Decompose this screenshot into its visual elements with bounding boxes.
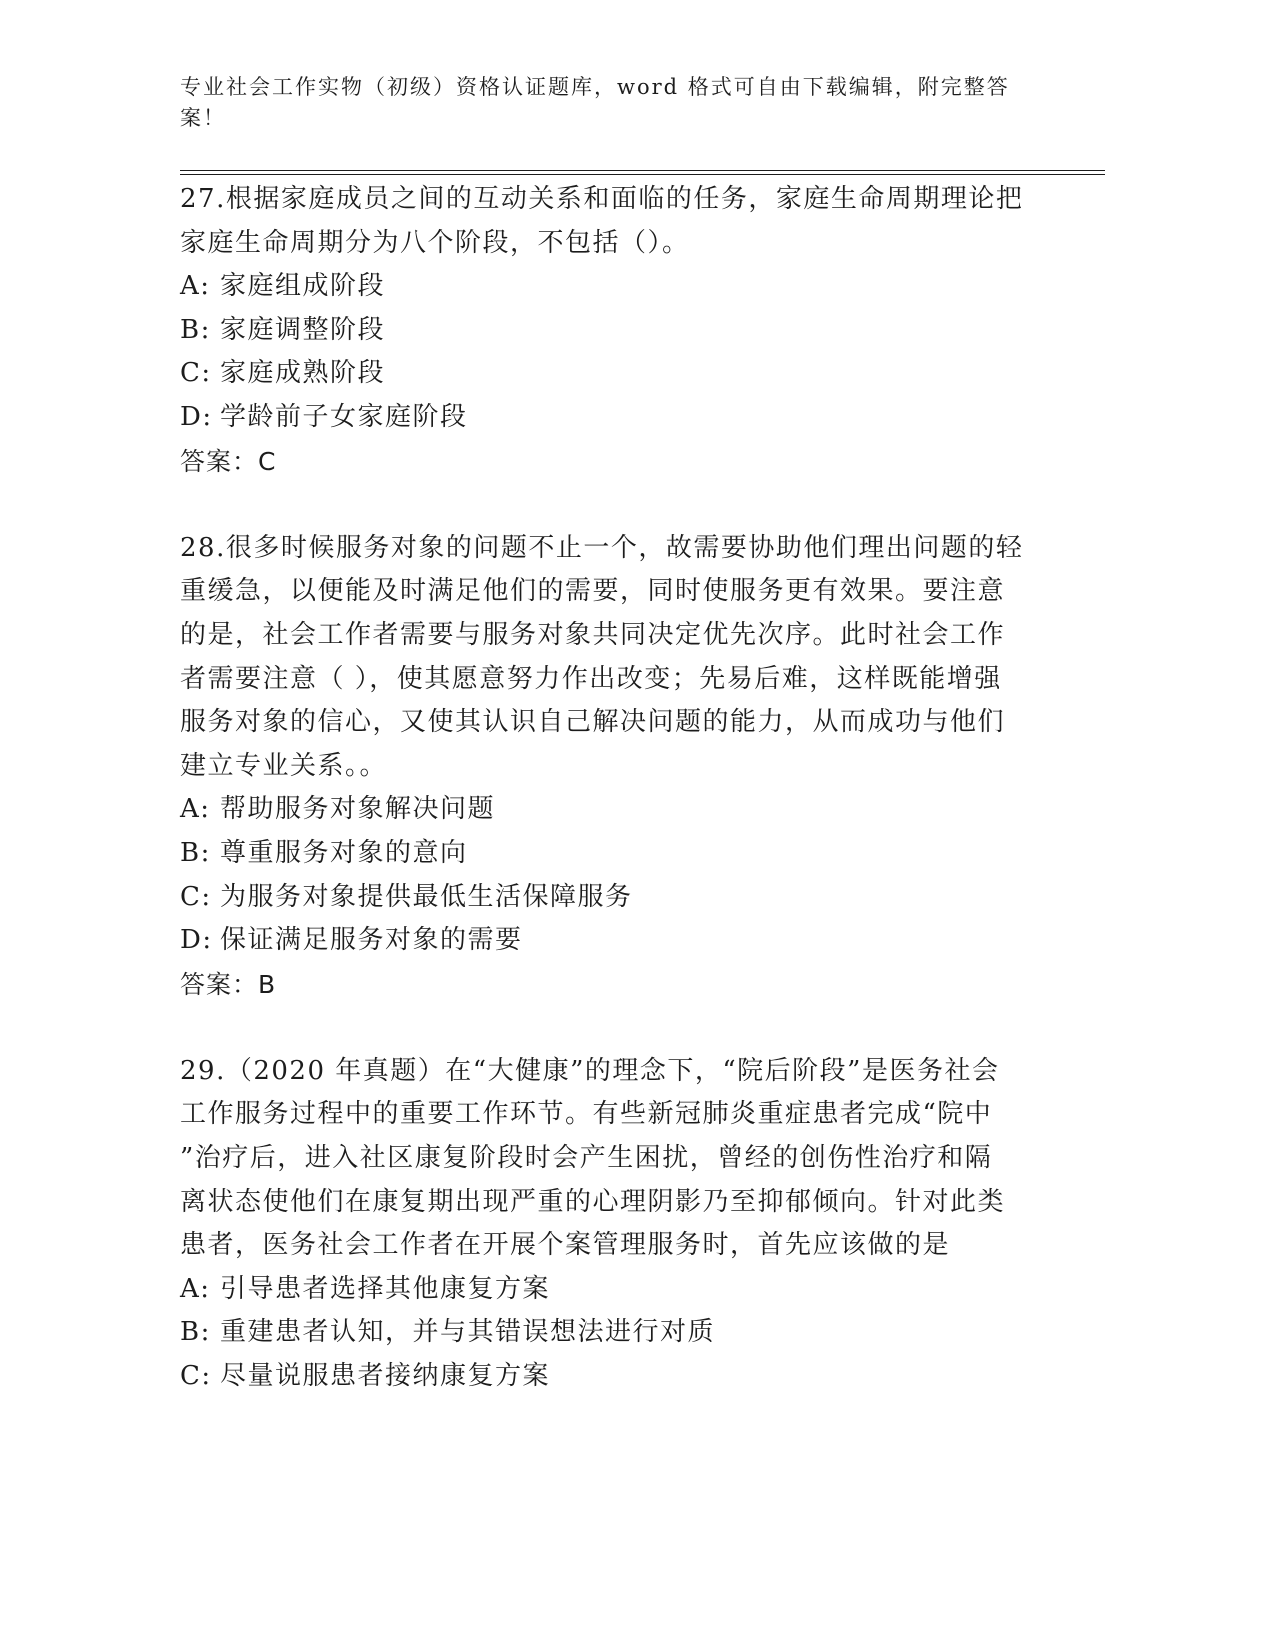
question-29 xyxy=(180,1050,1120,1399)
option-text: 家庭成熟阶段 xyxy=(220,358,386,389)
answer-label: 答案： xyxy=(180,446,259,476)
question-stem-line: 者需要注意（ ），使其愿意努力作出改变；先易后难，这样既能增强 xyxy=(180,663,1002,694)
option-text: 为服务对象提供最低生活保障服务 xyxy=(220,881,633,912)
question-stem-line: 的是，社会工作者需要与服务对象共同决定优先次序。此时社会工作 xyxy=(180,619,1006,650)
header-double-rule xyxy=(180,170,1105,175)
option-label: A: xyxy=(180,271,211,302)
option-b xyxy=(180,309,1120,353)
option-label: A: xyxy=(180,1273,211,1304)
option-d xyxy=(180,919,1120,963)
option-text: 家庭调整阶段 xyxy=(220,314,386,345)
option-text: 尊重服务对象的意向 xyxy=(220,837,468,868)
question-27 xyxy=(180,178,1120,483)
option-a xyxy=(180,265,1120,309)
answer-value: C xyxy=(258,446,277,476)
answer-value: B xyxy=(258,969,277,999)
question-stem-line: 家庭生命周期分为八个阶段，不包括（）。 xyxy=(180,227,690,258)
option-text: 尽量说服患者接纳康复方案 xyxy=(220,1361,551,1392)
option-text: 重建患者认知，并与其错误想法进行对质 xyxy=(220,1317,716,1348)
option-text: 帮助服务对象解决问题 xyxy=(220,794,496,825)
option-a xyxy=(180,1268,1120,1312)
header-line: 专业社会工作实物（初级）资格认证题库，word 格式可自由下载编辑，附完整答 xyxy=(180,75,1010,99)
answer-line xyxy=(180,963,1120,1007)
question-stem-line: 27.根据家庭成员之间的互动关系和面临的任务，家庭生命周期理论把 xyxy=(180,184,1024,214)
option-text: 保证满足服务对象的需要 xyxy=(220,925,523,956)
question-stem-line: 患者，医务社会工作者在开展个案管理服务时，首先应该做的是 xyxy=(180,1230,951,1261)
option-b xyxy=(180,832,1120,876)
question-stem-line: ”治疗后，进入社区康复阶段时会产生困扰，曾经的创伤性治疗和隔 xyxy=(180,1143,993,1174)
option-c xyxy=(180,876,1120,920)
option-label: C: xyxy=(180,881,212,912)
option-label: B: xyxy=(180,837,211,868)
question-stem-line: 重缓急，以便能及时满足他们的需要，同时使服务更有效果。要注意 xyxy=(180,576,1006,607)
question-stem-line: 29.（2020 年真题）在“大健康”的理念下，“院后阶段”是医务社会 xyxy=(180,1055,1000,1086)
page-header xyxy=(180,72,1080,134)
option-label: B: xyxy=(180,1317,211,1348)
option-a xyxy=(180,788,1120,832)
option-c xyxy=(180,352,1120,396)
answer-line xyxy=(180,440,1120,484)
document-body xyxy=(180,178,1120,1442)
option-b xyxy=(180,1311,1120,1355)
question-28 xyxy=(180,527,1120,1007)
question-stem-line: 28.很多时候服务对象的问题不止一个，故需要协助他们理出问题的轻 xyxy=(180,532,1024,563)
option-label: D: xyxy=(180,401,213,432)
question-stem-line: 离状态使他们在康复期出现严重的心理阴影乃至抑郁倾向。针对此类 xyxy=(180,1186,1006,1217)
answer-label: 答案： xyxy=(180,969,259,999)
option-label: A: xyxy=(180,794,211,825)
option-d xyxy=(180,396,1120,440)
option-label: B: xyxy=(180,314,211,345)
option-c xyxy=(180,1355,1120,1399)
option-text: 家庭组成阶段 xyxy=(220,271,386,302)
option-label: C: xyxy=(180,358,212,389)
option-label: C: xyxy=(180,1361,212,1392)
option-text: 学龄前子女家庭阶段 xyxy=(220,401,468,432)
option-text: 引导患者选择其他康复方案 xyxy=(220,1273,551,1304)
question-stem-line: 建立专业关系。。 xyxy=(180,750,388,781)
header-line: 案！ xyxy=(180,106,226,130)
question-stem-line: 服务对象的信心，又使其认识自己解决问题的能力，从而成功与他们 xyxy=(180,707,1006,738)
question-stem-line: 工作服务过程中的重要工作环节。有些新冠肺炎重症患者完成“院中 xyxy=(180,1099,993,1130)
option-label: D: xyxy=(180,925,213,956)
